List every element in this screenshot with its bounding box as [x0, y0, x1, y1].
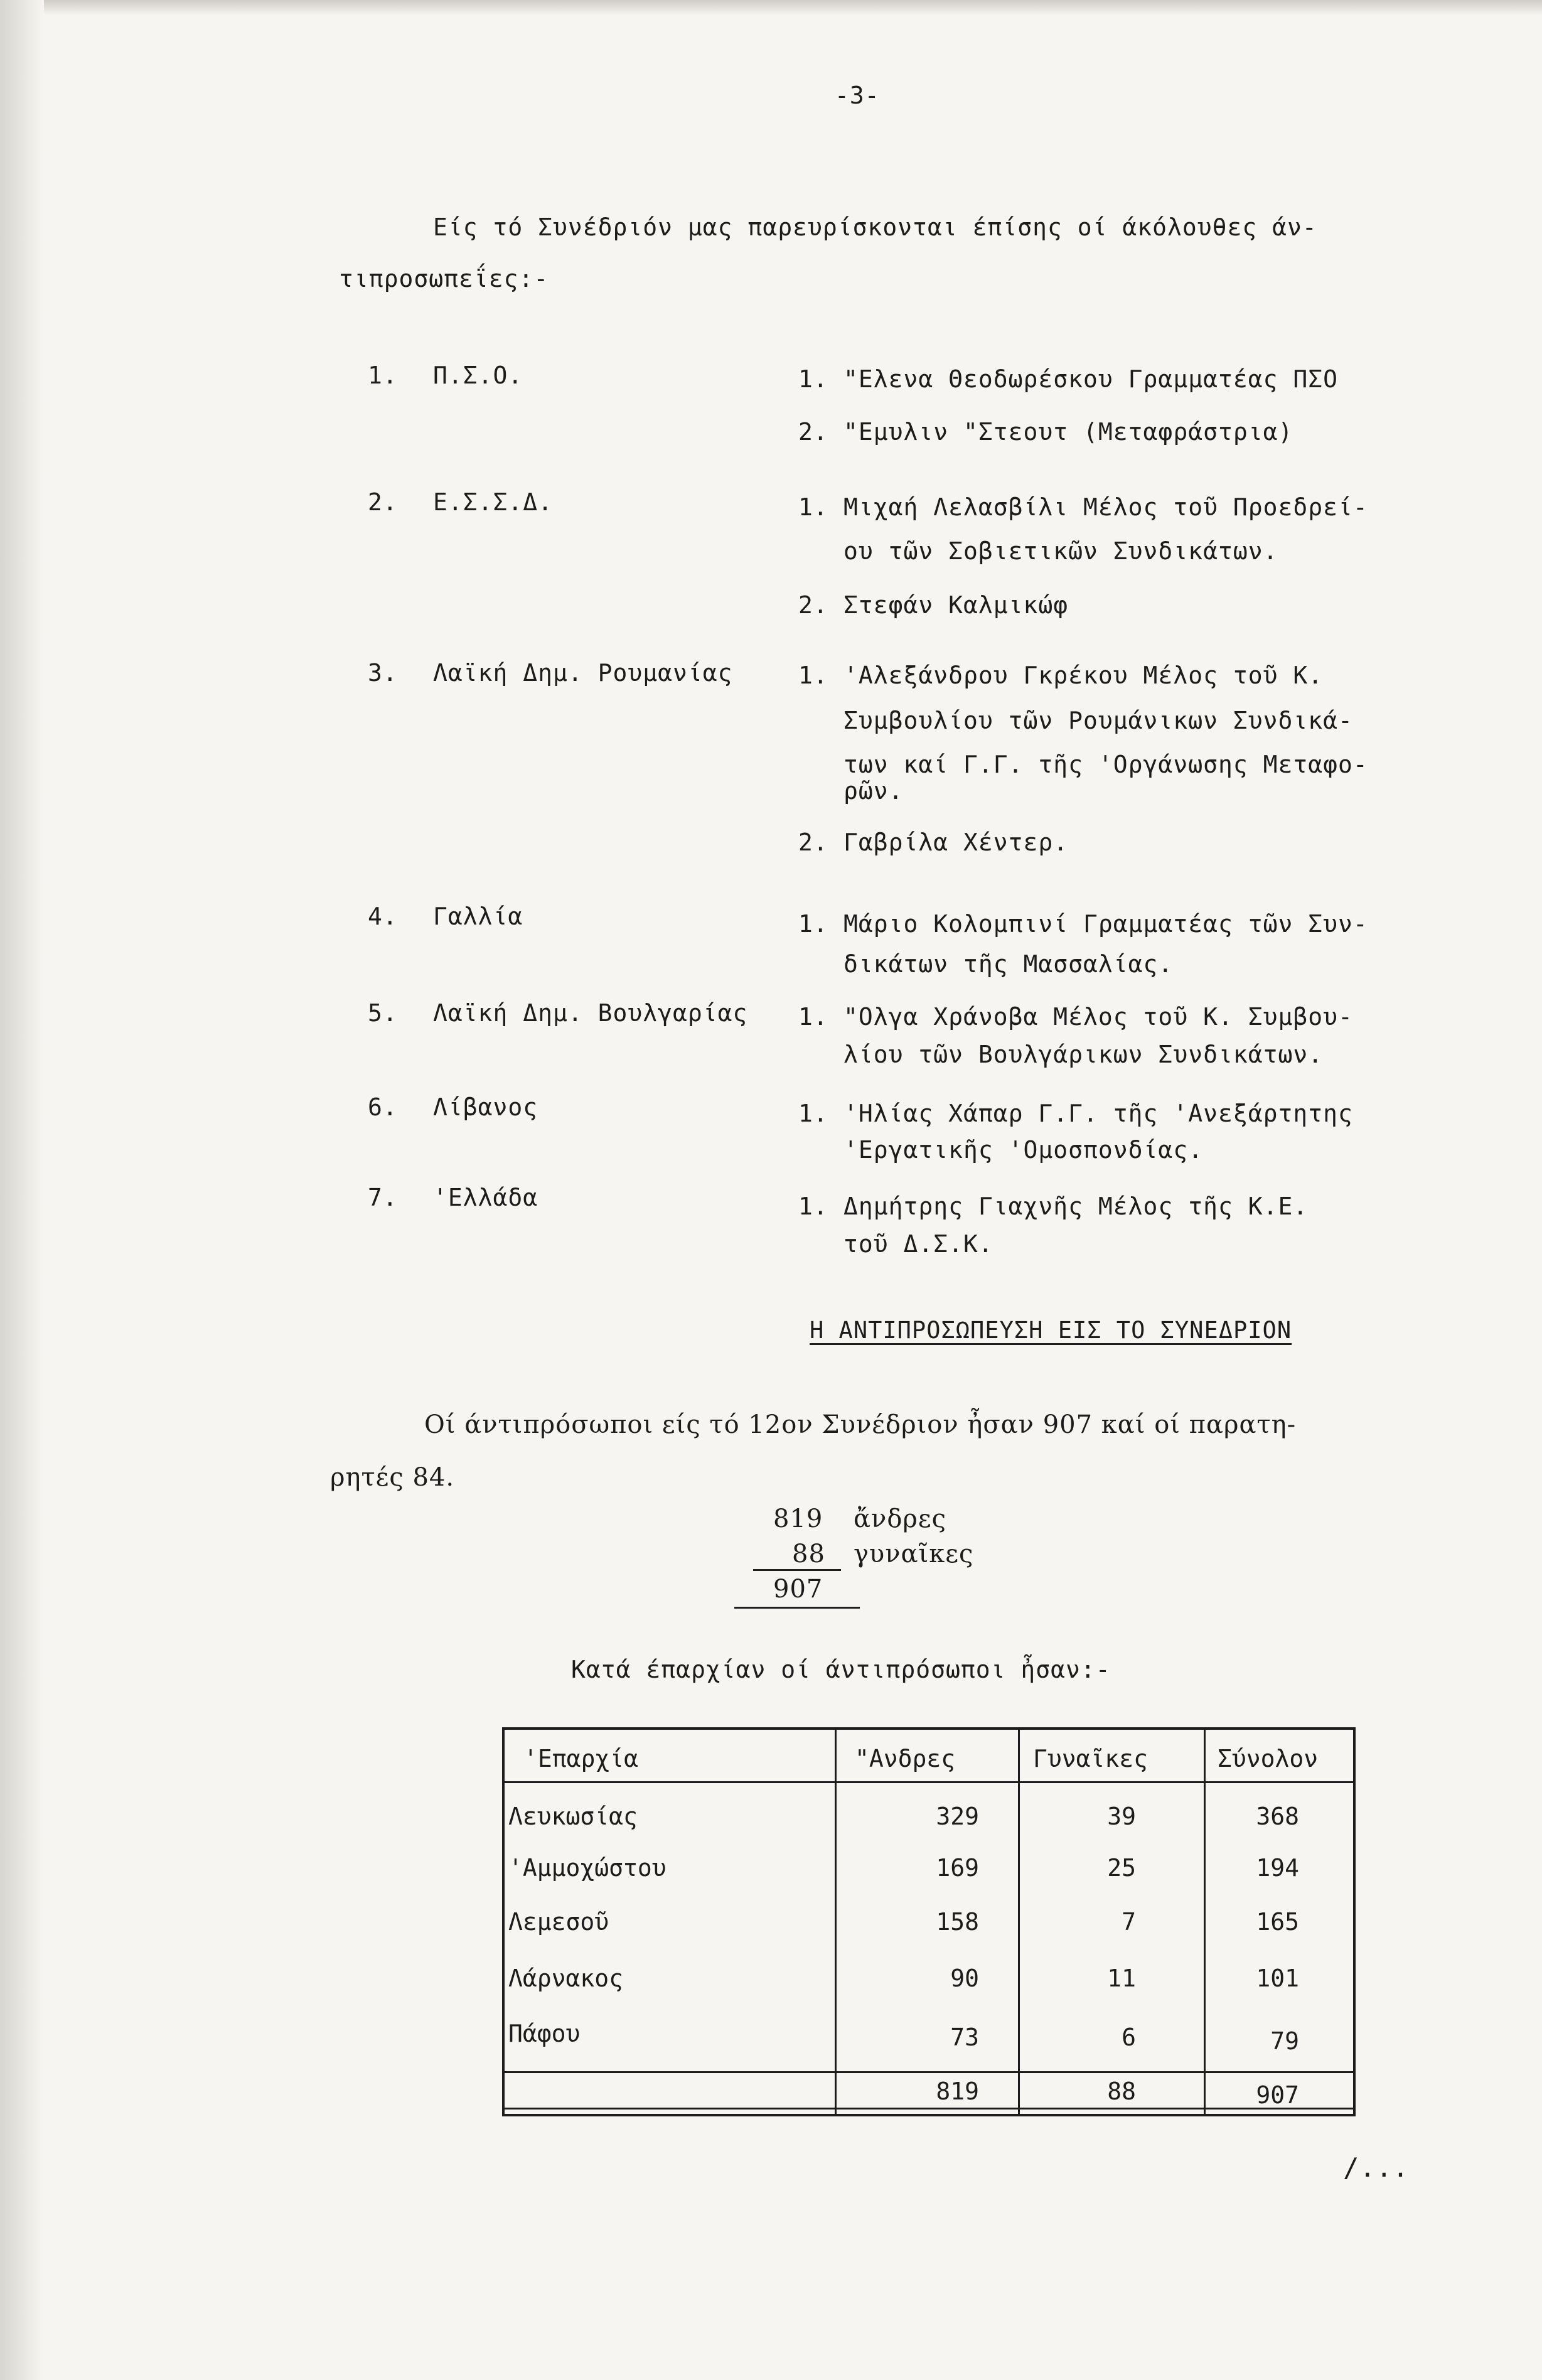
member-text: ου τῶν Σοβιετικῶν Συνδικάτων.	[843, 537, 1278, 565]
member-text: ρῶν.	[843, 777, 904, 805]
continuation-mark: /...	[1343, 2152, 1410, 2183]
page-number: -3-	[835, 82, 880, 109]
table-border	[502, 1727, 505, 2116]
row-men: 329	[936, 1803, 979, 1830]
row-total: 165	[1256, 1908, 1299, 1936]
member-text: "Ελενα Θεοδωρέσκου Γραμματέας ΠΣΟ	[843, 365, 1338, 393]
row-province: Λάρνακος	[508, 1965, 624, 1992]
member-number: 1.	[798, 910, 828, 938]
women-label: γυναῖκες	[854, 1540, 974, 1568]
member-number: 1.	[798, 493, 828, 521]
paragraph-line-1: Οί άντιπρόσωποι είς τό 12ον Συνέδριον ἦσαν 907 καί οί παρατη-	[424, 1410, 1297, 1439]
men-count: 819	[773, 1504, 823, 1533]
column-header: 'Επαρχία	[523, 1745, 639, 1772]
row-total: 368	[1256, 1803, 1299, 1830]
delegation-number: 3.	[368, 659, 398, 687]
totals-total: 907	[1256, 2081, 1299, 2109]
women-count: 88	[792, 1540, 825, 1568]
delegation-number: 7.	[368, 1184, 398, 1211]
column-header: Σύνολον	[1218, 1745, 1319, 1772]
delegation-number: 2.	[368, 488, 398, 516]
delegation-number: 4.	[368, 903, 398, 930]
table-border	[1018, 1727, 1020, 2116]
delegation-number: 6.	[368, 1093, 398, 1121]
row-men: 158	[936, 1908, 979, 1936]
member-number: 1.	[798, 365, 828, 393]
row-province: Λευκωσίας	[508, 1803, 638, 1830]
row-total: 79	[1270, 2027, 1299, 2055]
table-border	[502, 1727, 1356, 1730]
column-header: "Ανδρες	[855, 1745, 956, 1772]
delegation-org: Π.Σ.Ο.	[433, 362, 523, 389]
member-number: 1.	[798, 662, 828, 689]
table-border	[1353, 1727, 1356, 2116]
member-text: λίου τῶν Βουλγάρικων Συνδικάτων.	[843, 1041, 1324, 1068]
intro-line-2: τιπροσωπεΐες:-	[339, 265, 549, 292]
member-text: τοῦ Δ.Σ.Κ.	[843, 1230, 993, 1258]
table-intro: Κατά έπαρχίαν οί άντιπρόσωποι ἦσαν:-	[571, 1656, 1111, 1683]
page-edge-shadow	[0, 0, 44, 2380]
member-text: Συμβουλίου τῶν Ρουμάνικων Συνδικά-	[843, 707, 1353, 734]
row-total: 194	[1256, 1854, 1299, 1882]
delegation-org: Λαϊκή Δημ. Βουλγαρίας	[433, 999, 748, 1027]
delegation-number: 5.	[368, 999, 398, 1027]
member-number: 2.	[798, 418, 828, 446]
member-text: Δημήτρης Γιαχνῆς Μέλος τῆς Κ.Ε.	[843, 1193, 1309, 1220]
delegation-org: Ε.Σ.Σ.Δ.	[433, 488, 554, 516]
table-border	[502, 2114, 1356, 2116]
row-men: 169	[936, 1854, 979, 1882]
row-women: 25	[1107, 1854, 1136, 1882]
member-text: Στεφάν Καλμικώφ	[843, 591, 1069, 619]
table-border	[502, 2071, 1356, 2073]
delegation-org: Γαλλία	[433, 903, 523, 930]
table-border	[502, 1781, 1356, 1783]
sum-total: 907	[773, 1575, 823, 1604]
member-text: "Ολγα Χράνοβα Μέλος τοῦ Κ. Συμβου-	[843, 1003, 1353, 1031]
member-text: δικάτων τῆς Μασσαλίας.	[843, 950, 1174, 978]
member-number: 1.	[798, 1003, 828, 1031]
member-number: 2.	[798, 828, 828, 856]
member-text: "Εμυλιν "Στεουτ (Μεταφράστρια)	[843, 418, 1293, 446]
member-text: 'Εργατικῆς 'Ομοσπονδίας.	[843, 1136, 1204, 1164]
delegation-org: Λαϊκή Δημ. Ρουμανίας	[433, 659, 733, 687]
totals-women: 88	[1107, 2077, 1136, 2105]
men-label: ἄνδρες	[854, 1504, 947, 1533]
member-text: Μιχαή Λελασβίλι Μέλος τοῦ Προεδρεί-	[843, 493, 1368, 521]
member-number: 1.	[798, 1100, 828, 1127]
member-text: των καί Γ.Γ. τῆς 'Οργάνωσης Μεταφο-	[843, 751, 1368, 778]
row-province: Λεμεσοῦ	[508, 1908, 609, 1936]
row-women: 39	[1107, 1803, 1136, 1830]
column-header: Γυναῖκες	[1033, 1745, 1148, 1772]
member-text: Μάριο Κολομπινί Γραμματέας τῶν Συν-	[843, 910, 1368, 938]
member-text: Γαβρίλα Χέντερ.	[843, 828, 1069, 856]
delegation-org: 'Ελλάδα	[433, 1184, 538, 1211]
row-men: 73	[950, 2024, 979, 2051]
member-number: 1.	[798, 1193, 828, 1220]
page-edge-shadow	[0, 0, 1542, 15]
member-number: 2.	[798, 591, 828, 619]
table-border	[835, 1727, 837, 2116]
table-border	[1204, 1727, 1206, 2116]
sum-total-rule	[734, 1607, 860, 1609]
row-province: 'Αμμοχώστου	[508, 1854, 667, 1882]
row-women: 11	[1107, 1965, 1136, 1992]
member-text: 'Αλεξάνδρου Γκρέκου Μέλος τοῦ Κ.	[843, 662, 1324, 689]
section-heading: Η ΑΝΤΙΠΡΟΣΩΠΕΥΣΗ ΕΙΣ ΤΟ ΣΥΝΕΔΡΙΟΝ	[810, 1317, 1292, 1344]
sum-rule	[753, 1569, 841, 1571]
row-women: 7	[1122, 1908, 1136, 1936]
totals-men: 819	[936, 2077, 979, 2105]
row-women: 6	[1122, 2024, 1136, 2051]
delegation-org: Λίβανος	[433, 1093, 538, 1121]
row-province: Πάφου	[508, 2020, 581, 2047]
row-men: 90	[950, 1965, 979, 1992]
row-total: 101	[1256, 1965, 1299, 1992]
paragraph-line-2: ρητές 84.	[330, 1463, 455, 1492]
member-text: 'Ηλίας Χάπαρ Γ.Γ. τῆς 'Ανεξάρτητης	[843, 1100, 1353, 1127]
intro-line-1: Είς τό Συνέδριόν μας παρευρίσκονται έπίσης οί άκόλουθες άν-	[433, 213, 1317, 241]
delegation-number: 1.	[368, 362, 398, 389]
